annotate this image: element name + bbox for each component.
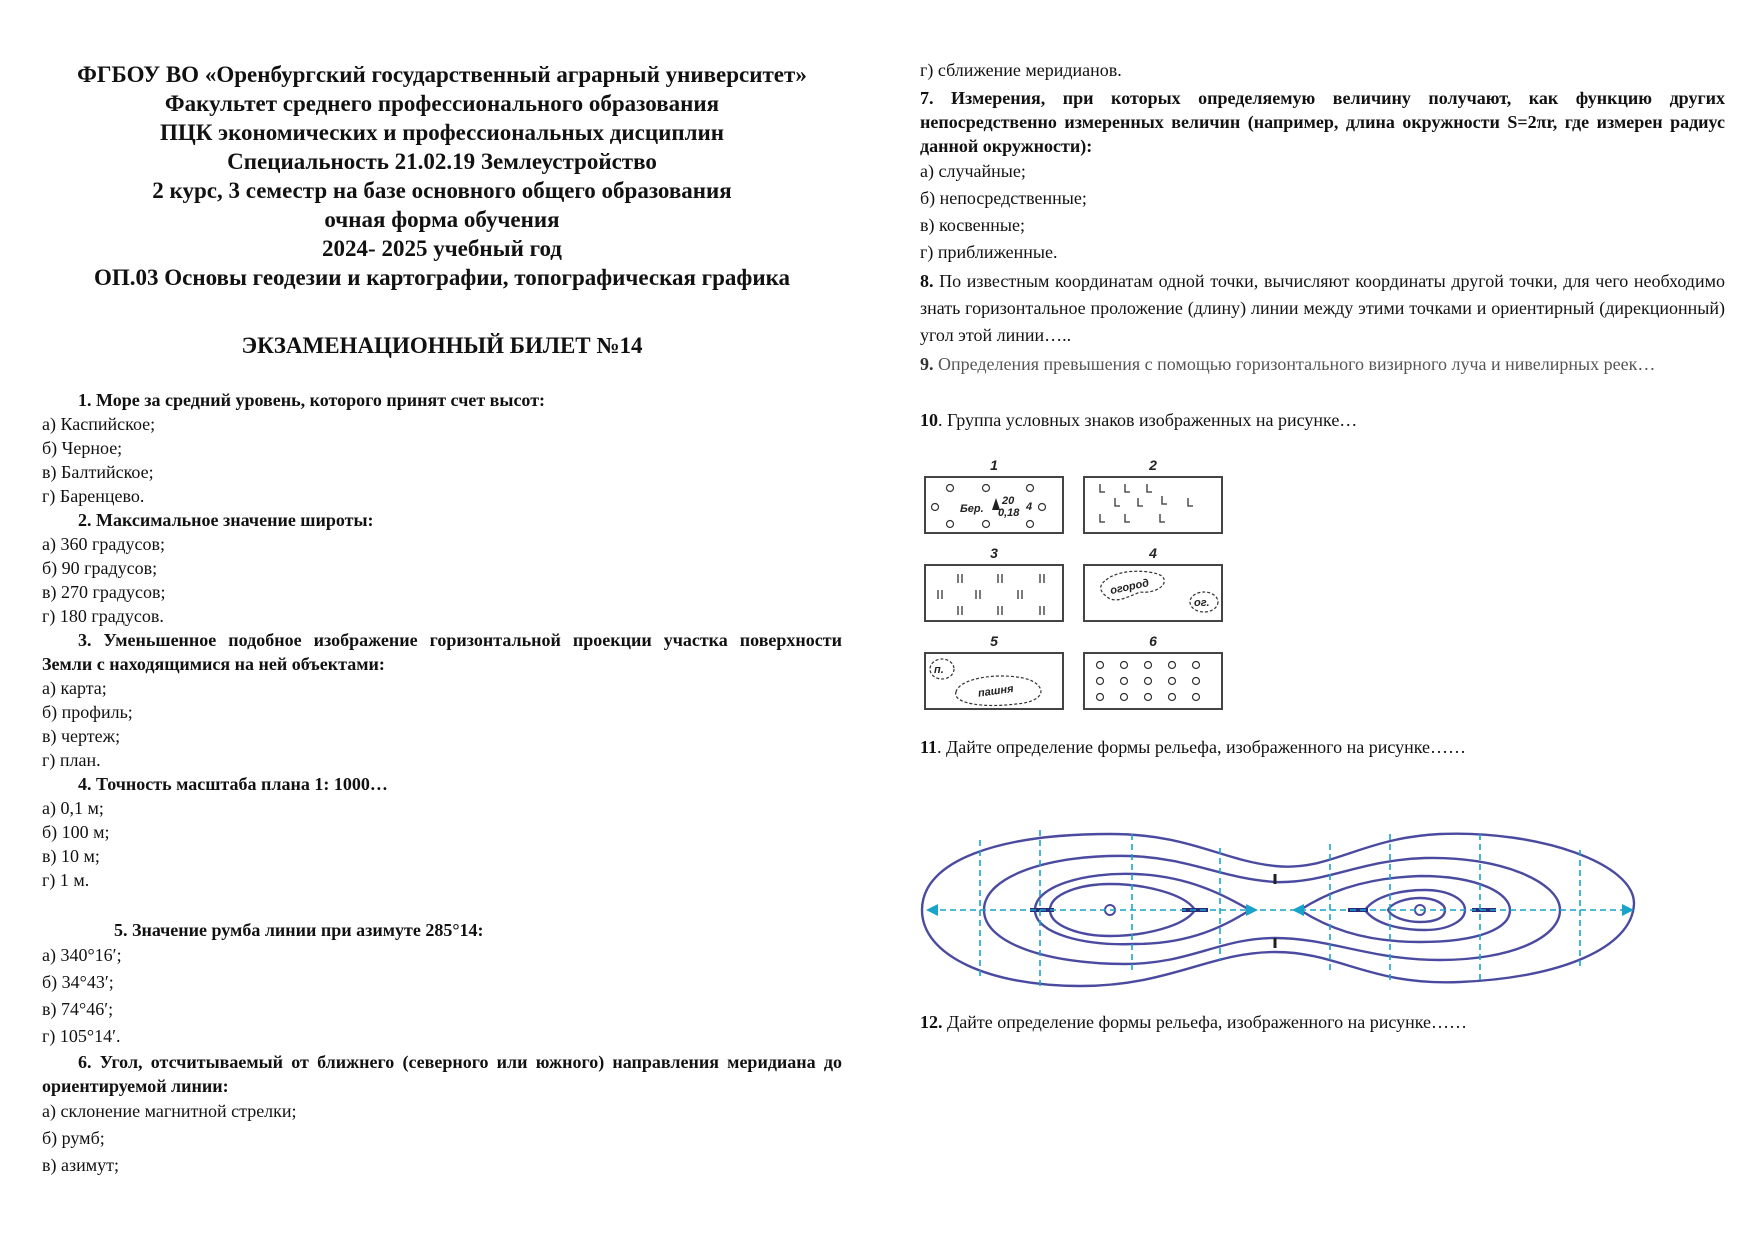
- q2-option-d: г) 180 градусов.: [42, 606, 164, 626]
- question-12: [920, 1010, 1725, 1034]
- question-10-number: 10: [920, 410, 938, 430]
- question-9: [920, 351, 1725, 378]
- question-5-text: 5. Значение румба линии при азимуте 285°14:: [114, 920, 484, 940]
- q5-option-c: в) 74°46′;: [42, 999, 114, 1019]
- question-11-number: 11: [920, 737, 938, 757]
- question-8: [920, 268, 1725, 349]
- question-5: [42, 918, 842, 1050]
- q7-option-b: б) непосредственные;: [920, 188, 1087, 208]
- panel-3-symbols: [938, 574, 1044, 615]
- q4-option-a: а) 0,1 м;: [42, 798, 104, 818]
- contour-5-right: [1388, 898, 1445, 922]
- question-12-text: Дайте определение формы рельефа, изображенного на рисунке……: [942, 1012, 1468, 1032]
- q4-option-d: г) 1 м.: [42, 870, 90, 890]
- q1-option-d: г) Баренцево.: [42, 486, 145, 506]
- question-2: [42, 508, 842, 628]
- question-7: [920, 86, 1725, 266]
- panel-2-symbols: [1100, 484, 1193, 522]
- question-1-text: 1. Море за средний уровень, которого принят счет высот:: [78, 390, 546, 410]
- q1-option-b: б) Черное;: [42, 438, 123, 458]
- question-6: [42, 1050, 842, 1179]
- question-11-text: . Дайте определение формы рельефа, изображенного на рисунке……: [937, 737, 1467, 757]
- question-10: [920, 408, 1725, 432]
- question-1: [42, 388, 842, 508]
- question-7-text: 7. Измерения, при которых определяемую величину получают, как функцию других непосредственно измеренных величин (например, длина окружности S=2πr, где измерен радиус данной окружности):: [920, 88, 1725, 156]
- question-4: [42, 772, 842, 892]
- header-line-5: 2 курс, 3 семестр на базе основного общего образования: [152, 178, 732, 203]
- header-line-2: Факультет среднего профессионального образования: [164, 91, 720, 116]
- q7-option-c: в) косвенные;: [920, 215, 1025, 235]
- q2-option-c: в) 270 градусов;: [42, 582, 166, 602]
- header-line-8: ОП.03 Основы геодезии и картографии, топографическая графика: [94, 265, 790, 290]
- panel-4-label-ogorod: огород: [1109, 577, 1151, 598]
- panel-number-5: 5: [990, 633, 998, 649]
- q5-option-d: г) 105°14′.: [42, 1026, 121, 1046]
- header-line-3: ПЦК экономических и профессиональных дисциплин: [159, 120, 725, 145]
- question-8-text: По известным координатам одной точки, вычисляют координаты другой точки, для чего необходимо знать горизонтальное проложение (длину) линии между этими точками и ориентирный (дирекционный) угол этой линии…..: [920, 271, 1725, 345]
- header-line-4: Специальность 21.02.19 Землеустройство: [227, 149, 657, 174]
- relief-saddle-figure: [920, 820, 1640, 990]
- q7-option-a: а) случайные;: [920, 161, 1026, 181]
- q6-option-a: а) склонение магнитной стрелки;: [42, 1101, 297, 1121]
- panel-number-3: 3: [990, 545, 998, 561]
- panel-number-6: 6: [1149, 633, 1157, 649]
- q5-option-a: а) 340°16′;: [42, 945, 122, 965]
- conventional-signs-figure: [920, 452, 1230, 722]
- panel-number-1: 1: [990, 457, 998, 473]
- q3-option-c: в) чертеж;: [42, 726, 121, 746]
- panel-1-label-ber: Бер.: [960, 503, 984, 515]
- q6-option-b: б) румб;: [42, 1128, 105, 1148]
- sign-panel-2: [1084, 477, 1222, 533]
- question-11: [920, 735, 1725, 759]
- question-3: [42, 628, 842, 772]
- q3-option-b: б) профиль;: [42, 702, 133, 722]
- q3-option-a: а) карта;: [42, 678, 107, 698]
- q2-option-b: б) 90 градусов;: [42, 558, 158, 578]
- question-4-text: 4. Точность масштаба плана 1: 1000…: [78, 774, 388, 794]
- q5-option-b: б) 34°43′;: [42, 972, 114, 992]
- q6-option-d: г) сближение меридианов.: [920, 60, 1122, 80]
- panel-1-label-4: 4: [1026, 501, 1033, 513]
- q3-option-d: г) план.: [42, 750, 101, 770]
- question-9-number: 9.: [920, 354, 934, 374]
- document-header: [42, 60, 842, 292]
- panel-number-2: 2: [1149, 457, 1157, 473]
- question-10-text: . Группа условных знаков изображенных на рисунке…: [938, 410, 1358, 430]
- q2-option-a: а) 360 градусов;: [42, 534, 166, 554]
- question-3-text: 3. Уменьшенное подобное изображение горизонтальной проекции участка поверхности Земли с находящимися на ней объектами:: [42, 630, 842, 674]
- q7-option-d: г) приближенные.: [920, 242, 1058, 262]
- question-6-text: 6. Угол, отсчитываемый от ближнего (северного или южного) направления меридиана до ориентируемой линии:: [42, 1052, 842, 1096]
- panel-1-label-018: 0,18: [998, 507, 1020, 519]
- header-line-7: 2024- 2025 учебный год: [322, 236, 562, 261]
- sign-panel-5: [925, 653, 1063, 709]
- question-9-text: Определения превышения с помощью горизонтального визирного луча и нивелирных реек…: [933, 354, 1656, 374]
- q1-option-a: а) Каспийское;: [42, 414, 156, 434]
- question-8-number: 8.: [920, 271, 934, 291]
- q4-option-c: в) 10 м;: [42, 846, 100, 866]
- panel-number-4: 4: [1149, 545, 1157, 561]
- sign-panel-4: [1084, 565, 1222, 621]
- question-2-text: 2. Максимальное значение широты:: [78, 510, 374, 530]
- sign-panel-3: [925, 565, 1063, 621]
- panel-4-label-og: ог.: [1194, 597, 1210, 609]
- panel-5-label-pashnya: пашня: [977, 682, 1015, 700]
- panel-6-circles: [1097, 662, 1200, 701]
- ticket-title: ЭКЗАМЕНАЦИОННЫЙ БИЛЕТ №14: [241, 333, 643, 358]
- q6-option-c: в) азимут;: [42, 1155, 119, 1175]
- header-line-6: очная форма обучения: [324, 207, 560, 232]
- panel-5-label-p: п.: [934, 664, 944, 676]
- panel-1-label-20: 20: [1002, 495, 1015, 507]
- question-12-number: 12.: [920, 1012, 943, 1032]
- q4-option-b: б) 100 м;: [42, 822, 110, 842]
- header-line-1: ФГБОУ ВО «Оренбургский государственный аграрный университет»: [77, 62, 807, 87]
- sign-panel-6: [1084, 653, 1222, 709]
- contour-outer: [922, 834, 1634, 986]
- q1-option-c: в) Балтийское;: [42, 462, 154, 482]
